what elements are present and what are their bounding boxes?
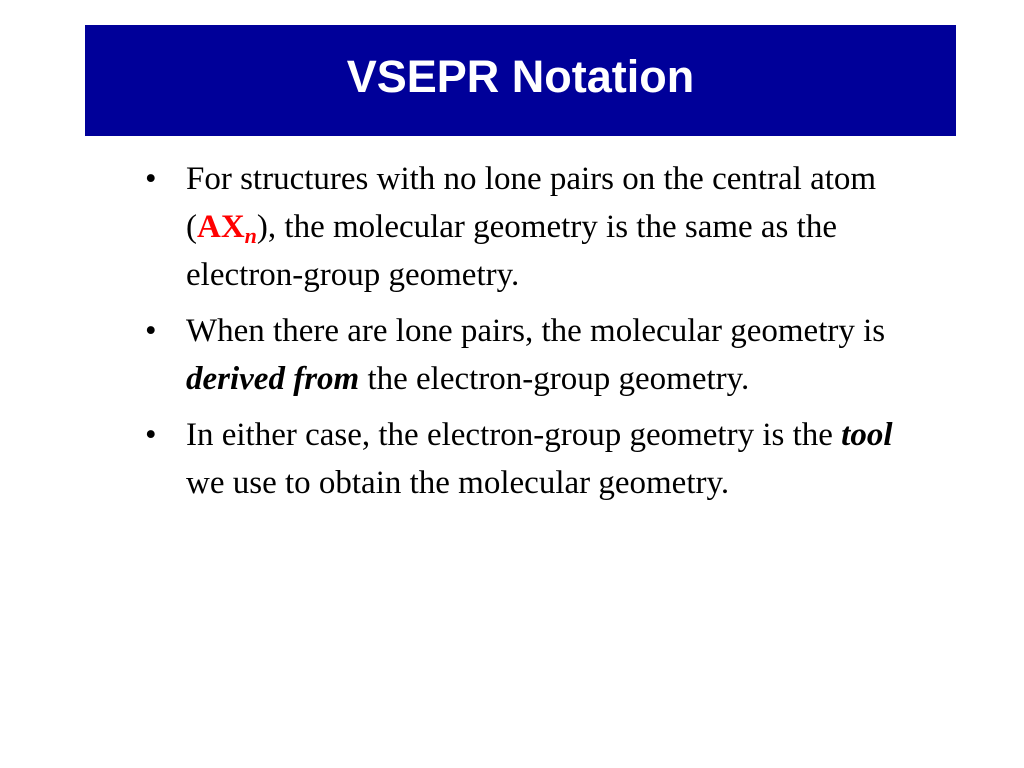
bullet-text: In either case, the electron-group geometry is the <box>186 417 842 453</box>
bullet-item <box>141 155 901 299</box>
bullet-text: we use to obtain the molecular geometry. <box>186 465 730 501</box>
bullet-text: the electron-group geometry. <box>359 361 750 397</box>
slide-title: VSEPR Notation <box>346 50 695 102</box>
emphasis-text: tool <box>841 417 893 453</box>
formula-ax <box>197 209 257 248</box>
bullet-text: When there are lone pairs, the molecular geometry is <box>186 313 886 349</box>
formula-base: AX <box>197 209 245 245</box>
bullet-item <box>141 307 901 403</box>
bullet-dot: • <box>145 161 157 197</box>
emphasis-text: derived from <box>186 361 360 397</box>
bullet-text: ), the molecular geometry is the same as the electron-group geometry. <box>186 209 837 293</box>
bullet-dot: • <box>145 313 157 349</box>
bullet-item <box>141 411 901 507</box>
bullet-dot: • <box>145 417 157 453</box>
bullet-list <box>141 155 901 515</box>
title-banner <box>85 25 956 136</box>
bullet-text: For structures with no lone pairs on the central atom ( <box>186 161 877 245</box>
formula-subscript: n <box>244 223 257 248</box>
